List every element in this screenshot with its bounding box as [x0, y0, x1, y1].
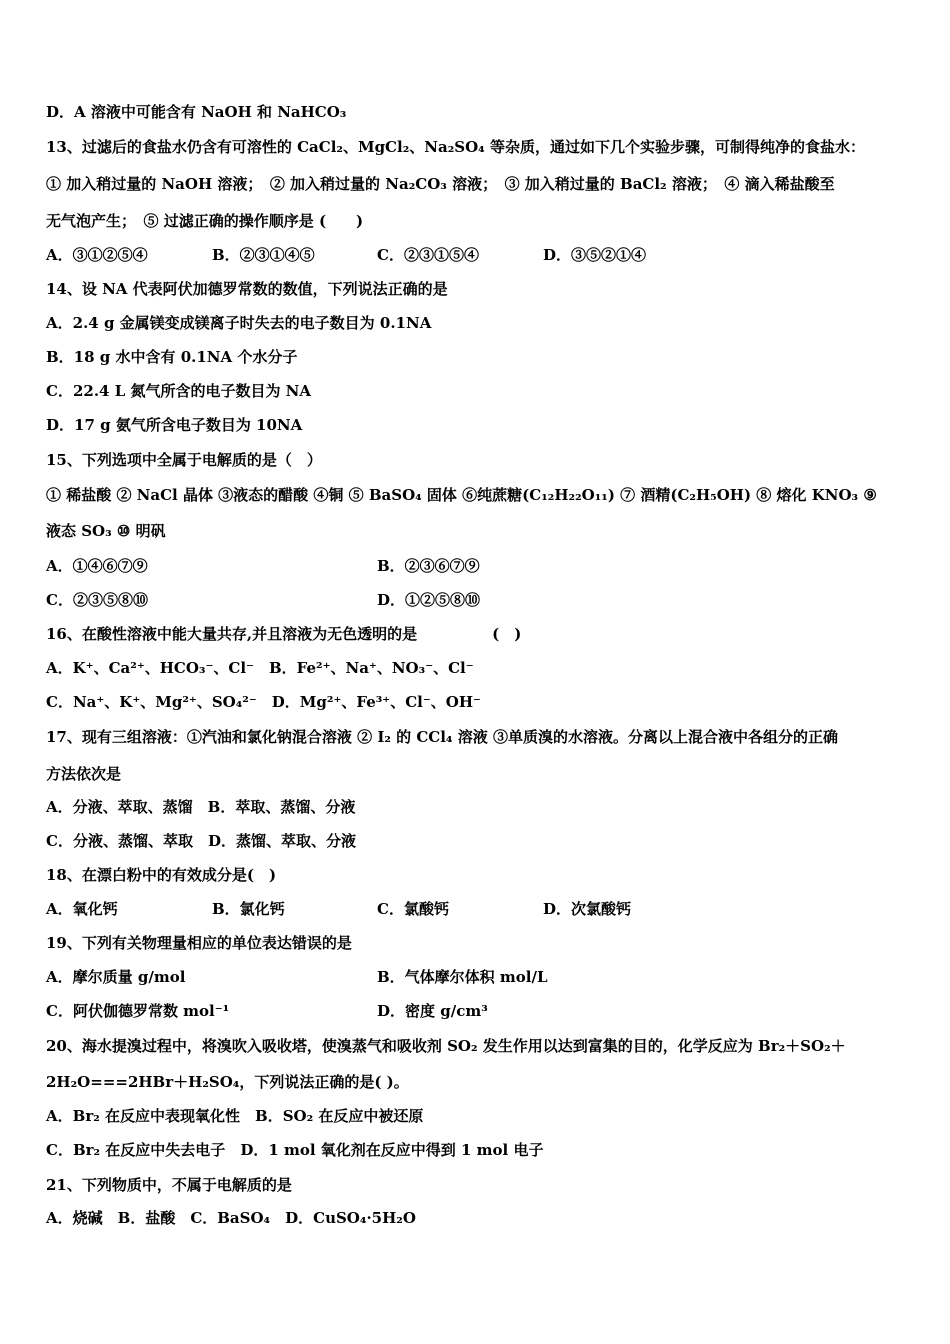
q17-options-ab: A．分液、萃取、蒸馏 B．萃取、蒸馏、分液 [46, 798, 356, 816]
q18-option-c: C．氯酸钙 [377, 900, 449, 918]
q19-stem: 19、下列有关物理量相应的单位表达错误的是 [46, 934, 352, 952]
q21-options: A．烧碱 B．盐酸 C．BaSO₄ D．CuSO₄·5H₂O [46, 1209, 416, 1227]
q21-stem: 21、下列物质中，不属于电解质的是 [46, 1176, 292, 1194]
q14-option-b: B．18 g 水中含有 0.1NA 个水分子 [46, 348, 298, 366]
q17-stem-cont: 方法依次是 [46, 765, 122, 783]
q13-option-b: B．②③①④⑤ [212, 246, 315, 264]
q15-stem: 15、下列选项中全属于电解质的是（ ） [46, 451, 322, 469]
q19-option-a: A．摩尔质量 g/mol [46, 968, 186, 986]
q13-option-d: D．③⑤②①④ [543, 246, 647, 264]
q15-option-c: C．②③⑤⑧⑩ [46, 591, 148, 609]
q17-options-cd: C．分液、蒸馏、萃取 D．蒸馏、萃取、分液 [46, 832, 356, 850]
q14-option-c: C．22.4 L 氮气所含的电子数目为 NA [46, 382, 312, 400]
q15-items-cont: 液态 SO₃ ⑩ 明矾 [46, 522, 166, 540]
q15-option-b: B．②③⑥⑦⑨ [377, 557, 480, 575]
q16-options-ab: A．K⁺、Ca²⁺、HCO₃⁻、Cl⁻ B．Fe²⁺、Na⁺、NO₃⁻、Cl⁻ [46, 659, 474, 677]
q18-option-d: D．次氯酸钙 [543, 900, 632, 918]
q18-option-b: B．氯化钙 [212, 900, 285, 918]
q15-items: ① 稀盐酸 ② NaCl 晶体 ③液态的醋酸 ④铜 ⑤ BaSO₄ 固体 ⑥纯蔗糖(C₁₂H₂₂O₁₁) ⑦ 酒精(C₂H₅OH) ⑧ 熔化 KNO₃ ⑨ [46, 486, 877, 504]
q13-stem: 13、过滤后的食盐水仍含有可溶性的 CaCl₂、MgCl₂、Na₂SO₄ 等杂质，通过如下几个实验步骤，可制得纯净的食盐水： [46, 138, 865, 156]
q18-stem: 18、在漂白粉中的有效成分是( ) [46, 866, 277, 884]
q15-option-a: A．①④⑥⑦⑨ [46, 557, 148, 575]
q19-option-c: C．阿伏伽德罗常数 mol⁻¹ [46, 1002, 230, 1020]
q15-option-d: D．①②⑤⑧⑩ [377, 591, 481, 609]
q19-option-b: B．气体摩尔体积 mol/L [377, 968, 548, 986]
q20-options-cd: C．Br₂ 在反应中失去电子 D．1 mol 氧化剂在反应中得到 1 mol 电子 [46, 1141, 544, 1159]
q12-option-d: D．A 溶液中可能含有 NaOH 和 NaHCO₃ [46, 103, 347, 121]
q14-stem: 14、设 NA 代表阿伏加德罗常数的数值，下列说法正确的是 [46, 280, 448, 298]
q20-options-ab: A．Br₂ 在反应中表现氧化性 B．SO₂ 在反应中被还原 [46, 1107, 424, 1125]
q14-option-a: A．2.4 g 金属镁变成镁离子时失去的电子数目为 0.1NA [46, 314, 432, 332]
q13-option-c: C．②③①⑤④ [377, 246, 479, 264]
q13-option-a: A．③①②⑤④ [46, 246, 148, 264]
q13-steps-cont: 无气泡产生； ⑤ 过滤正确的操作顺序是 ( ) [46, 212, 364, 230]
q16-options-cd: C．Na⁺、K⁺、Mg²⁺、SO₄²⁻ D．Mg²⁺、Fe³⁺、Cl⁻、OH⁻ [46, 693, 481, 711]
q19-option-d: D．密度 g/cm³ [377, 1002, 488, 1020]
q18-option-a: A．氧化钙 [46, 900, 118, 918]
q17-stem: 17、现有三组溶液：①汽油和氯化钠混合溶液 ② I₂ 的 CCl₄ 溶液 ③单质溴的水溶液。分离以上混合液中各组分的正确 [46, 728, 838, 746]
q20-stem: 20、海水提溴过程中，将溴吹入吸收塔，使溴蒸气和吸收剂 SO₂ 发生作用以达到富集的目的，化学反应为 Br₂＋SO₂＋ [46, 1037, 846, 1055]
q16-stem: 16、在酸性溶液中能大量共存,并且溶液为无色透明的是 ( ) [46, 625, 522, 643]
q20-stem-cont: 2H₂O===2HBr＋H₂SO₄，下列说法正确的是( )。 [46, 1073, 409, 1091]
q14-option-d: D．17 g 氨气所含电子数目为 10NA [46, 416, 303, 434]
q13-steps: ① 加入稍过量的 NaOH 溶液； ② 加入稍过量的 Na₂CO₃ 溶液； ③ 加入稍过量的 BaCl₂ 溶液； ④ 滴入稀盐酸至 [46, 175, 835, 193]
